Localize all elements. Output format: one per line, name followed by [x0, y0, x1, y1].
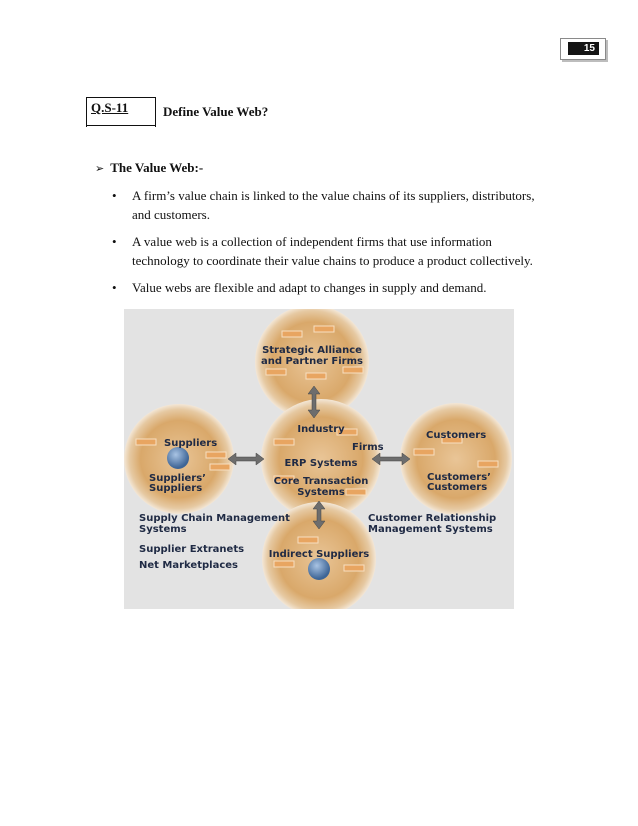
customers-customers-line2: Customers — [427, 482, 488, 493]
list-item-line: technology to coordinate their value chains to produce a product collectively. — [132, 253, 533, 268]
section-heading — [95, 160, 203, 176]
erp-systems-label: ERP Systems — [284, 458, 358, 469]
net-marketplaces-label: Net Marketplaces — [139, 560, 238, 571]
section-heading-text: The Value Web:- — [110, 160, 204, 175]
customers-circle — [400, 403, 512, 515]
list-item-line: Value webs are flexible and adapt to changes in supply and demand. — [132, 280, 487, 295]
firms-label: Firms — [352, 442, 384, 453]
indirect-suppliers-label: Indirect Suppliers — [268, 549, 370, 560]
customers-customers-line1: Customers’ — [427, 472, 491, 483]
bullet-dot-icon: • — [112, 188, 117, 203]
question-label: Q.S-11 — [91, 100, 129, 115]
question-box-bottom-rule — [86, 125, 155, 126]
crm-label-line1: Customer Relationship — [368, 513, 497, 524]
bullet-dot-icon: • — [112, 280, 117, 295]
left-right-arrow-icon — [228, 453, 264, 465]
list-item-line: A value web is a collection of independent firms that use information — [132, 234, 492, 249]
list-item-line: A firm’s value chain is linked to the value chains of its suppliers, distributors, — [132, 188, 535, 203]
suppliers-globe-icon — [167, 447, 189, 469]
page-number: 15 — [568, 42, 599, 55]
list-item — [110, 186, 580, 224]
list-item — [110, 278, 580, 297]
core-systems-label: Systems — [297, 487, 345, 498]
list-item — [110, 232, 580, 270]
question-title: Define Value Web? — [163, 104, 269, 119]
crm-label-line2: Management Systems — [368, 524, 493, 535]
suppliers-label: Suppliers — [164, 438, 218, 449]
bullet-dot-icon: • — [112, 234, 117, 249]
indirect-suppliers-globe-icon — [308, 558, 330, 580]
scm-label-line2: Systems — [139, 524, 187, 535]
suppliers-suppliers-line1: Suppliers’ — [149, 473, 206, 484]
page-number-box — [560, 38, 606, 60]
scm-label-line1: Supply Chain Management — [139, 513, 290, 524]
value-web-svg — [124, 309, 514, 609]
core-transaction-label: Core Transaction — [273, 476, 369, 487]
bullet-list — [110, 186, 580, 305]
customers-label: Customers — [426, 430, 487, 441]
question-label-box — [86, 97, 156, 127]
suppliers-suppliers-line2: Suppliers — [149, 483, 203, 494]
list-item-line: and customers. — [132, 207, 210, 222]
partner-firms-label: and Partner Firms — [261, 356, 363, 367]
industry-label: Industry — [297, 424, 345, 435]
arrow-bullet-icon: ➢ — [95, 162, 105, 175]
strategic-alliance-label: Strategic Alliance — [262, 345, 362, 356]
supplier-extranets-label: Supplier Extranets — [139, 544, 245, 555]
value-web-diagram — [124, 309, 514, 609]
left-right-arrow-icon — [372, 453, 410, 465]
